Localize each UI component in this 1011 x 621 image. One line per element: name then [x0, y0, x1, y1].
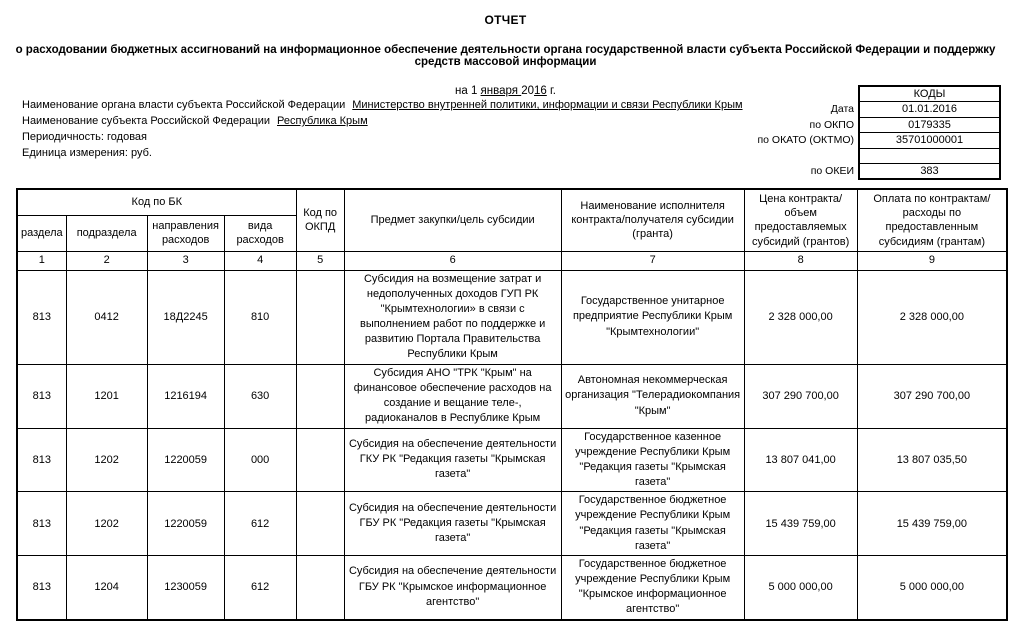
codes-label: Дата — [830, 103, 854, 116]
cell-payment: 307 290 700,00 — [857, 364, 1007, 428]
table-header-row-1 — [17, 189, 1007, 215]
header-vid: вида расходов — [224, 215, 296, 251]
table-row — [17, 492, 1007, 556]
col-num: 1 — [17, 251, 66, 270]
header-executor: Наименование исполнителя контракта/получателя субсидии (гранта) — [561, 189, 744, 251]
cell-podrazdel: 1204 — [66, 555, 147, 619]
report-info-block — [22, 97, 743, 161]
table-row — [17, 364, 1007, 428]
date-century: 20 — [521, 85, 534, 97]
header-okpd: Код по ОКПД — [296, 189, 344, 251]
info-label: Наименование субъекта Российской Федерации — [22, 115, 270, 127]
info-label: Единица измерения: руб. — [22, 147, 152, 159]
cell-okpd — [296, 270, 344, 364]
cell-razdel: 813 — [17, 555, 66, 619]
cell-price: 2 328 000,00 — [744, 270, 857, 364]
page-title: ОТЧЕТ — [484, 13, 527, 27]
info-line-periodicity — [22, 129, 743, 145]
info-label: Периодичность: годовая — [22, 131, 148, 143]
col-num: 2 — [66, 251, 147, 270]
cell-payment: 15 439 759,00 — [857, 492, 1007, 556]
cell-executor: Государственное казенное учреждение Республики Крым "Редакция газеты "Крымская газета" — [561, 428, 744, 492]
codes-row-okato — [756, 133, 1000, 149]
table-row — [17, 428, 1007, 492]
cell-executor: Государственное бюджетное учреждение Республики Крым "Крымское информационное агентство" — [561, 555, 744, 619]
col-num: 5 — [296, 251, 344, 270]
table-row — [17, 270, 1007, 364]
col-num: 4 — [224, 251, 296, 270]
cell-vid: 630 — [224, 364, 296, 428]
col-num: 3 — [147, 251, 224, 270]
report-subtitle: о расходовании бюджетных ассигнований на информационное обеспечение деятельности органа государственной власти субъекта Российской Федерации и поддержку средств массовой информации — [15, 44, 996, 68]
date-month: января — [480, 85, 522, 97]
codes-header-row — [756, 86, 1000, 102]
cell-price: 13 807 041,00 — [744, 428, 857, 492]
cell-razdel: 813 — [17, 364, 66, 428]
cell-subject: Субсидия на возмещение затрат и недополученных доходов ГУП РК "Крымтехнологии» в связи с выполнением работ по поддержке и развитию Портала Правительства Республики Крым — [344, 270, 561, 364]
codes-row-okei — [756, 164, 1000, 180]
cell-napravlenie: 18Д2245 — [147, 270, 224, 364]
codes-label — [756, 86, 859, 102]
cell-razdel: 813 — [17, 428, 66, 492]
codes-row-okpo — [756, 117, 1000, 133]
codes-value-empty — [859, 148, 1000, 164]
header-price: Цена контракта/объем предоставляемых субсидий (грантов) — [744, 189, 857, 251]
codes-label: по ОКЕИ — [810, 165, 854, 178]
col-num: 7 — [561, 251, 744, 270]
info-line-authority — [22, 97, 743, 113]
codes-label — [756, 148, 859, 164]
header-razdel: раздела — [17, 215, 66, 251]
cell-subject: Субсидия на обеспечение деятельности ГБУ РК "Крымское информационное агентство" — [344, 555, 561, 619]
cell-podrazdel: 1202 — [66, 492, 147, 556]
cell-executor: Автономная некоммерческая организация "Телерадиокомпания "Крым" — [561, 364, 744, 428]
codes-row-date — [756, 102, 1000, 118]
cell-subject: Субсидия на обеспечение деятельности ГКУ РК "Редакция газеты "Крымская газета" — [344, 428, 561, 492]
cell-executor: Государственное бюджетное учреждение Республики Крым "Редакция газеты "Крымская газета" — [561, 492, 744, 556]
codes-value-okpo: 0179335 — [859, 117, 1000, 133]
table-column-numbers — [17, 251, 1007, 270]
cell-executor: Государственное унитарное предприятие Республики Крым "Крымтехнологии" — [561, 270, 744, 364]
cell-vid: 810 — [224, 270, 296, 364]
cell-payment: 5 000 000,00 — [857, 555, 1007, 619]
cell-podrazdel: 1202 — [66, 428, 147, 492]
cell-price: 307 290 700,00 — [744, 364, 857, 428]
cell-vid: 000 — [224, 428, 296, 492]
cell-napravlenie: 1216194 — [147, 364, 224, 428]
cell-podrazdel: 1201 — [66, 364, 147, 428]
cell-price: 5 000 000,00 — [744, 555, 857, 619]
codes-header-cell: КОДЫ — [859, 86, 1000, 102]
report-table — [16, 188, 1008, 621]
header-podrazdel: подраздела — [66, 215, 147, 251]
cell-subject: Субсидия на обеспечение деятельности ГБУ РК "Редакция газеты "Крымская газета" — [344, 492, 561, 556]
cell-vid: 612 — [224, 555, 296, 619]
codes-row-empty — [756, 148, 1000, 164]
cell-napravlenie: 1220059 — [147, 492, 224, 556]
header-napravlenie: направления расходов — [147, 215, 224, 251]
col-num: 8 — [744, 251, 857, 270]
info-line-subject — [22, 113, 743, 129]
header-payment: Оплата по контрактам/расходы по предоставленным субсидиям (грантам) — [857, 189, 1007, 251]
info-value-authority: Министерство внутренней политики, информации и связи Республики Крым — [352, 99, 743, 111]
date-year: 16 — [534, 85, 547, 97]
date-prefix: на 1 — [455, 85, 478, 97]
date-suffix: г. — [550, 85, 556, 97]
cell-payment: 13 807 035,50 — [857, 428, 1007, 492]
cell-price: 15 439 759,00 — [744, 492, 857, 556]
cell-okpd — [296, 364, 344, 428]
codes-value-okato: 35701000001 — [859, 133, 1000, 149]
codes-label: по ОКАТО (ОКТМО) — [757, 134, 854, 147]
codes-value-okei: 383 — [859, 164, 1000, 180]
cell-podrazdel: 0412 — [66, 270, 147, 364]
header-subject: Предмет закупки/цель субсидии — [344, 189, 561, 251]
col-num: 6 — [344, 251, 561, 270]
info-value-subject: Республика Крым — [277, 115, 368, 127]
cell-payment: 2 328 000,00 — [857, 270, 1007, 364]
cell-okpd — [296, 492, 344, 556]
table-row — [17, 555, 1007, 619]
info-label: Наименование органа власти субъекта Российской Федерации — [22, 99, 346, 111]
col-num: 9 — [857, 251, 1007, 270]
codes-box — [756, 85, 1001, 180]
cell-napravlenie: 1230059 — [147, 555, 224, 619]
header-kod-bk: Код по БК — [17, 189, 296, 215]
info-line-unit — [22, 145, 743, 161]
cell-okpd — [296, 555, 344, 619]
table-header — [17, 189, 1007, 270]
cell-razdel: 813 — [17, 270, 66, 364]
cell-napravlenie: 1220059 — [147, 428, 224, 492]
cell-razdel: 813 — [17, 492, 66, 556]
cell-subject: Субсидия АНО "ТРК "Крым" на финансовое обеспечение расходов на создание и вещание теле-, радиоканалов в Республике Крым — [344, 364, 561, 428]
codes-label: по ОКПО — [809, 118, 854, 131]
codes-value-date: 01.01.2016 — [859, 102, 1000, 118]
cell-okpd — [296, 428, 344, 492]
cell-vid: 612 — [224, 492, 296, 556]
